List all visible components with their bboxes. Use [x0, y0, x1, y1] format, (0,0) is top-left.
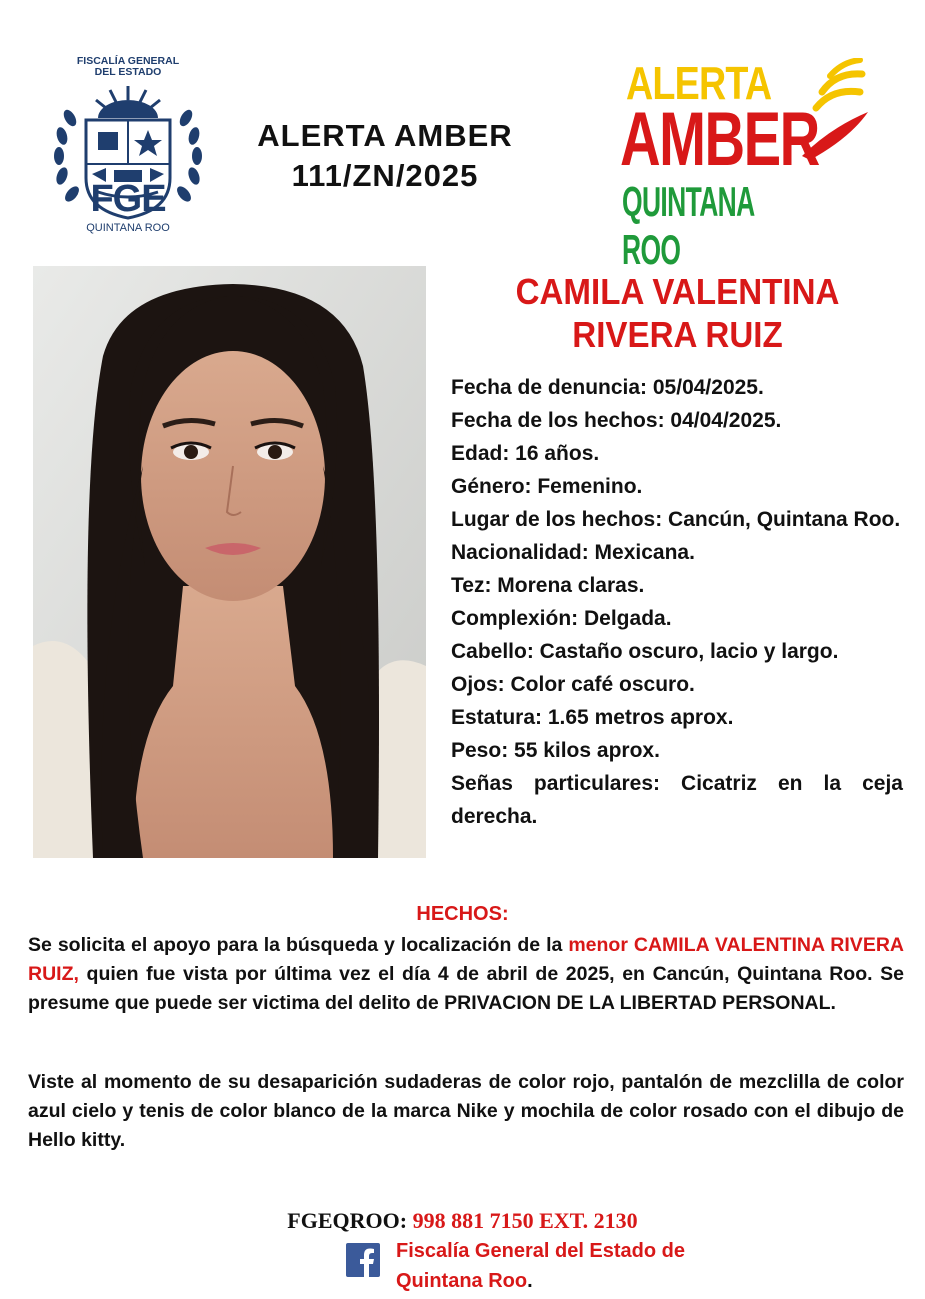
alerta-amber-quintana-roo-logo [612, 56, 882, 273]
facebook-page-line2-text: Quintana Roo [396, 1270, 528, 1292]
detail-fecha-hechos: Fecha de los hechos: 04/04/2025. [451, 409, 782, 432]
contact-phone[interactable]: 998 881 7150 EXT. 2130 [407, 1208, 638, 1233]
person-name [468, 270, 887, 356]
detail-senas: Señas particulares: Cicatriz en la ceja derecha. [451, 772, 903, 828]
fge-acronym: FGE [90, 178, 166, 220]
missing-person-photo [33, 266, 426, 858]
fge-logo-top-line2: DEL ESTADO [94, 66, 162, 78]
alert-case-number: 111/ZN/2025 [291, 158, 479, 193]
detail-fecha-denuncia: Fecha de denuncia: 05/04/2025. [451, 376, 764, 399]
detail-peso: Peso: 55 kilos aprox. [451, 739, 660, 762]
hechos-paragraph-1 [28, 931, 904, 1018]
detail-tez: Tez: Morena claras. [451, 574, 645, 597]
alert-title-line1: ALERTA AMBER [257, 118, 513, 153]
detail-genero: Género: Femenino. [451, 475, 643, 498]
contact-label: FGEQROO: [287, 1208, 408, 1233]
hechos-heading: HECHOS: [416, 903, 509, 925]
fge-logo [48, 50, 208, 240]
person-portrait-icon [33, 266, 426, 858]
detail-cabello: Cabello: Castaño oscuro, lacio y largo. [451, 640, 839, 663]
fge-logo-top-line1: FISCALÍA GENERAL [76, 55, 180, 67]
fge-logo-bottom: QUINTANA ROO [86, 222, 170, 234]
detail-nacionalidad: Nacionalidad: Mexicana. [451, 541, 695, 564]
amber-swoosh-icon [800, 108, 870, 160]
facebook-page-link[interactable] [396, 1236, 685, 1296]
facebook-page-line1: Fiscalía General del Estado de [396, 1240, 686, 1262]
person-name-line1: CAMILA VALENTINA [515, 271, 840, 312]
detail-lugar: Lugar de los hechos: Cancún, Quintana Roo. [451, 508, 901, 531]
detail-complexion: Complexión: Delgada. [451, 607, 672, 630]
contact-line [0, 1208, 925, 1234]
hechos-p1-start: Se solicita el apoyo para la búsqueda y localización de la [28, 934, 569, 956]
hechos-p1-name: menor CAMILA VALENTINA RIVERA RUIZ, [28, 934, 904, 985]
detail-edad: Edad: 16 años. [451, 442, 600, 465]
amber-logo-line1: ALERTA [626, 57, 772, 109]
facebook-icon[interactable] [346, 1243, 380, 1277]
person-name-line2: RIVERA RUIZ [572, 314, 783, 355]
detail-estatura: Estatura: 1.65 metros aprox. [451, 706, 734, 729]
facebook-page-period: . [527, 1270, 533, 1292]
hechos-p1-end: quien fue vista por última vez el día 4 de abril de 2025, en Cancún, Quintana Roo. Se presume que puede ser victima del delito de PRIVACION DE LA LIBERTAD PERSONAL. [28, 963, 904, 1014]
amber-logo-line3: QUINTANA ROO [622, 178, 754, 273]
person-details [451, 371, 903, 833]
alert-title [230, 116, 540, 196]
detail-ojos: Ojos: Color café oscuro. [451, 673, 695, 696]
amber-logo-line2: AMBER [620, 97, 819, 182]
hechos-paragraph-2: Viste al momento de su desaparición sudaderas de color rojo, pantalón de mezclilla de color azul cielo y tenis de color blanco de la marca Nike y mochila de color rosado con el dibujo de Hello kitty. [28, 1071, 904, 1151]
facebook-f-glyph-icon [346, 1243, 380, 1277]
facebook-page-line2 [396, 1266, 685, 1296]
